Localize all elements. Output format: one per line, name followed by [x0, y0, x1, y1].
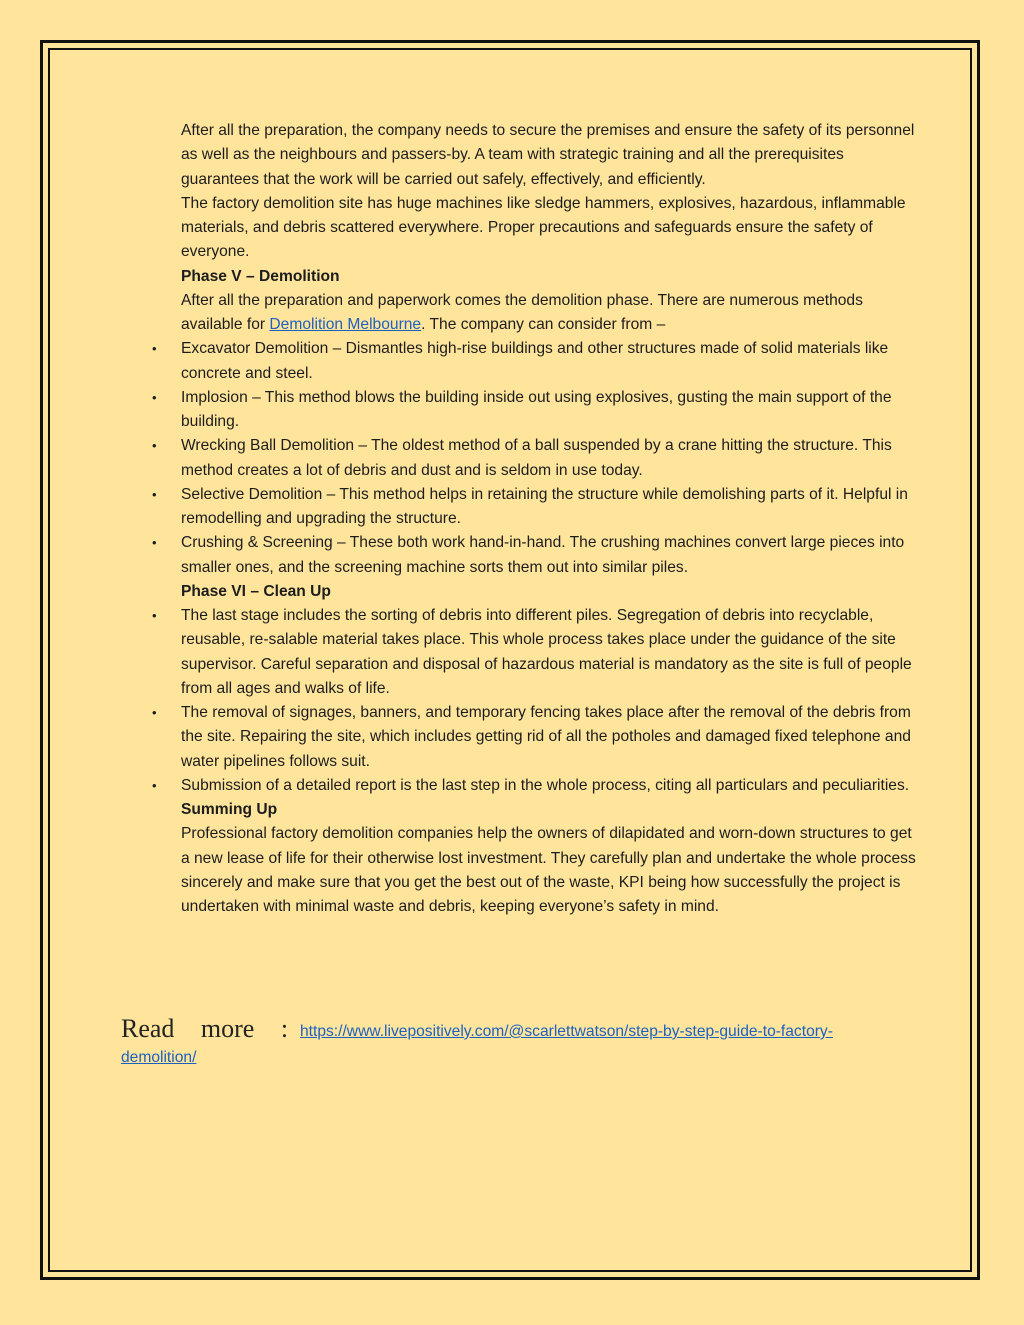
clean-up-steps-list — [152, 604, 921, 798]
list-item-text: Crushing & Screening – These both work hand-in-hand. The crushing machines convert large pieces into smaller ones, and the screening machine sorts them out into similar piles. — [181, 534, 905, 576]
read-more-label: Read more : — [121, 1014, 289, 1043]
list-item — [152, 701, 921, 774]
phase-5-intro-tail: . The company can consider from – — [421, 316, 666, 333]
intro-paragraph-2: The factory demolition site has huge machines like sledge hammers, explosives, hazardous, inflammable materials, and debris scattered everywhere. Proper precautions and safeguards ensure the safety of everyone. — [181, 194, 906, 261]
list-item-text: The removal of signages, banners, and temporary fencing takes place after the removal of the debris from the site. Repairing the site, which includes getting rid of all the potholes and damaged fixed telephone and water pipelines follows suit. — [181, 704, 911, 770]
list-item — [152, 434, 921, 483]
bullet-icon: • — [152, 608, 157, 623]
read-more-section — [121, 1014, 921, 1066]
demolition-methods-list — [152, 337, 921, 580]
source-article-link[interactable]: https://www.livepositively.com/@scarlettwatson/step-by-step-guide-to-factory- — [300, 1023, 833, 1040]
demolition-melbourne-link[interactable]: Demolition Melbourne — [269, 316, 422, 333]
list-item — [152, 483, 921, 532]
list-item — [152, 604, 921, 701]
bullet-icon: • — [152, 438, 157, 454]
list-item — [152, 337, 921, 386]
list-item-text: Excavator Demolition – Dismantles high-rise buildings and other structures made of solid materials like concrete and steel. — [181, 340, 889, 382]
list-item-text: The last stage includes the sorting of debris into different piles. Segregation of debris into recyclable, reusable, re-salable material takes place. This whole process takes place under the guidance of the site supervisor. Careful separation and disposal of hazardous material is mandatory as the site is full of people from all ages and walks of life. — [181, 607, 912, 697]
bullet-icon: • — [152, 341, 157, 357]
intro-paragraph-1: After all the preparation, the company needs to secure the premises and ensure the safety of its personnel as well as the neighbours and passers-by. A team with strategic training and all the prerequisites guarantees that the work will be carried out safely, effectively, and efficiently. — [181, 122, 915, 188]
summing-up-paragraph: Professional factory demolition companies help the owners of dilapidated and worn-down structures to get a new lease of life for their otherwise lost investment. They carefully plan and undertake the whole process sincerely and make sure that you get the best out of the waste, KPI being how successfully the project is undertaken with minimal waste and debris, keeping everyone’s safety in mind. — [181, 825, 916, 915]
bullet-icon: • — [152, 777, 157, 793]
list-item — [152, 386, 921, 435]
article-body — [152, 119, 921, 919]
bullet-icon: • — [152, 486, 157, 502]
summing-up-heading: Summing Up — [181, 801, 278, 818]
bullet-icon: • — [152, 705, 157, 720]
list-item-text: Wrecking Ball Demolition – The oldest method of a ball suspended by a crane hitting the structure. This method creates a lot of debris and dust and is seldom in use today. — [181, 437, 892, 479]
source-article-link-continued[interactable]: demolition/ — [121, 1049, 197, 1066]
bullet-icon: • — [152, 389, 157, 405]
phase-6-heading: Phase VI – Clean Up — [181, 582, 331, 600]
phase-5-intro-text: After all the preparation and paperwork comes the demolition phase. There are numerous methods available for — [181, 291, 863, 333]
list-item-text: Implosion – This method blows the building inside out using explosives, gusting the main support of the building. — [181, 388, 892, 430]
bullet-icon: • — [152, 535, 157, 551]
list-item — [152, 774, 921, 798]
list-item-text: Selective Demolition – This method helps in retaining the structure while demolishing parts of it. Helpful in remodelling and upgrading the structure. — [181, 485, 908, 527]
phase-5-intro — [181, 289, 921, 338]
list-item — [152, 531, 921, 580]
phase-5-heading: Phase V – Demolition — [181, 267, 340, 285]
list-item-text: Submission of a detailed report is the last step in the whole process, citing all particulars and peculiarities. — [181, 776, 910, 794]
